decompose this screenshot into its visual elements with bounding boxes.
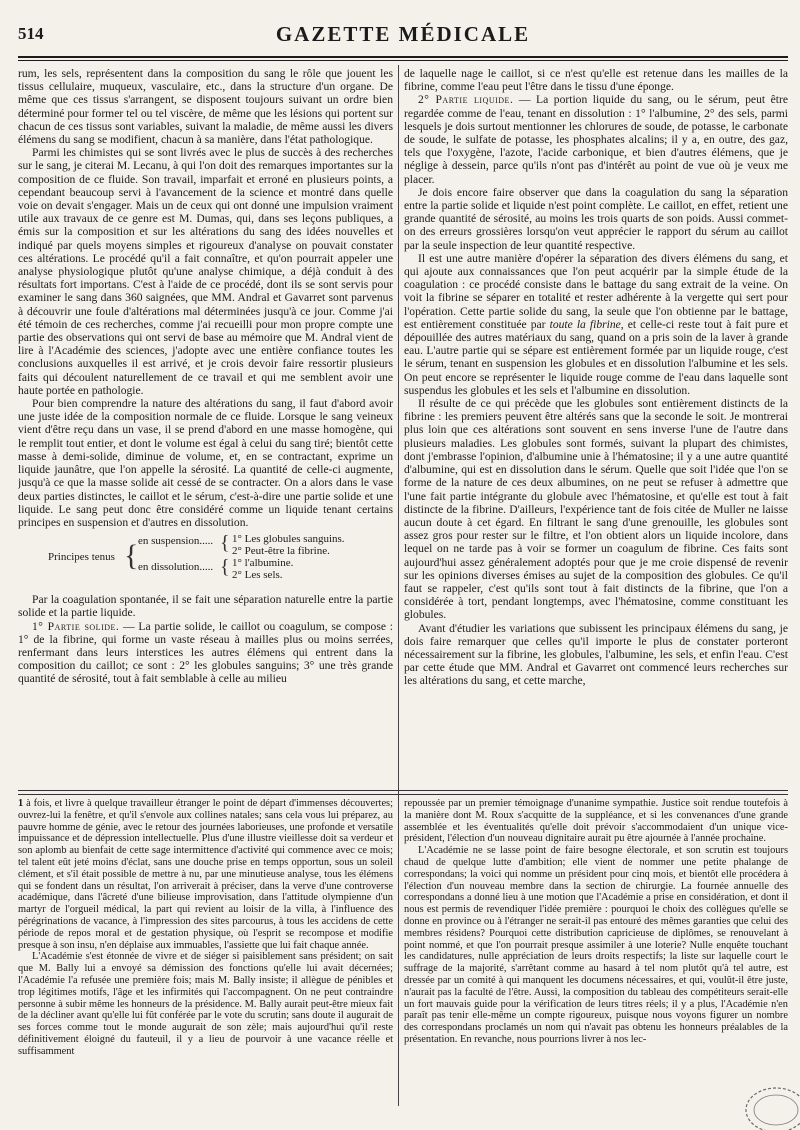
paragraph: L'Académie ne se lasse point de faire besogne électorale, et son scrutin est toujours chaud de quelque lutte d'ambition; elle vient de nommer une petite phalange de correspondans; la voici qui nomme un président pour cinq mois, et bientôt elle procédera à l'élection d'un nouveau membre dans la section de chirurgie. La fournée annuelle des correspondans a donné lieu à une motion que l'Académie a prise en considération, et dont il nous est permis de revendiquer l'idée première : pourquoi le choix des collègues qu'elle se donne en province ou à l'étranger ne serait-il pas entouré des mêmes garanties que celui des membres résidens? Pourquoi cette distribution capricieuse de diplômes, se renouvelant à point nommé, et que l'on pourrait presque assimiler à une loterie? Nulle enquête touchant les candidatures, nulle appréciation de leurs droits respectifs; la liste sur laquelle court le suffrage de la majorité, s'arrêtant comme au hasard à tel nom plutôt qu'à tel autre, est dressée par un comité à qui manquent les documens nécessaires, et qui, voulût-il être juste, n'aurait pas la faculté de l'être. Aussi, la composition du tableau des compétiteurs serait-elle un fort mauvais guide pour la vérification de leurs titres réels; il y a plus, l'Académie n'en paraît pas tenir elle-même un compte rigoureux, puisque nous voyons figurer un nombre des correspondans proclamés un nom qui n'avait pas obtenu les honneurs préalables de la présentation. En revanche, nous pourrions livrer à nos lec-: [404, 845, 788, 1045]
footnote-marker: 1: [18, 798, 24, 809]
paragraph: de laquelle nage le caillot, si ce n'est qu'elle est retenue dans les mailles de la fibrine, comme l'eau peut l'être dans le tissu d'une éponge.: [404, 67, 788, 94]
paragraph: Je dois encore faire observer que dans la coagulation du sang la séparation entre la partie solide et liquide n'est point complète. Le caillot, en effet, retient une grande quantité de sérosité, au moins les trois quarts de son poids. Aussi commet-on des erreurs grossières lorsqu'on veut apprécier le rapport du sérum au caillot par la seule inspection de leur quantité respective.: [404, 185, 788, 252]
table-item: 1° Les globules sanguins.: [232, 533, 345, 546]
section-heading: 2° Partie liquide.: [418, 93, 514, 107]
left-column-feuilleton: [18, 798, 393, 1103]
paragraph: Pour bien comprendre la nature des altérations du sang, il faut d'abord avoir une juste idée de la composition normale de ce fluide. Lorsque le sang veineux vient d'être reçu dans un vase, il se prend d'abord en une masse homogène, qui le remplit tout entier, et dont le volume est égal à celui du sang tiré; bientôt cette masse à demi-solide, diminue de volume, et, en se contractant, exprime un liquide jaunâtre, que l'on appelle la sérosité. La quantité de celle-ci augmente, jusqu'à ce que la masse solide ait cessé de se contracter. On a alors dans le vase deux parties distinctes, le caillot et le sérum, c'est-à-dire une partie solide et une liquide. Le sang peut donc être considéré comme un liquide tenant certains principes en suspension et d'autres en dissolution.: [18, 397, 393, 529]
right-column-feuilleton: [404, 798, 788, 1103]
page-title: GAZETTE MÉDICALE: [275, 22, 531, 46]
page-header: [18, 22, 788, 66]
paragraph: L'Académie s'est étonnée de vivre et de siéger si paisiblement sans président; on sait que M. Bally lui a envoyé sa démission des fonctions qu'elle lui avait décernées; l'Académie l'a refusée une première fois; mais M. Bally insiste; il allègue de pénibles et trop légitimes motifs, l'âge et les infirmités qui l'accompagnent. On ne peut contraindre personne à subir même les honneurs de la présidence. M. Bally aurait peut-être mieux fait de la décliner avant qu'elle lui fût conférée par le vote du scrutin; sans doute il augurait de ses forces comme tout le monde augurait de son zèle; mais aujourd'hui qu'il reste définitivement éloigné du fauteuil, il y a lieu de pourvoir à une vacance réelle et suffisamment: [18, 951, 393, 1057]
brace-glyph: {: [220, 556, 230, 579]
paragraph: Par la coagulation spontanée, il se fait une séparation naturelle entre la partie solide et la partie liquide.: [18, 593, 393, 620]
column-divider-top: [398, 65, 399, 800]
table-category: en dissolution.....: [138, 561, 214, 574]
paragraph-text: — La partie solide, le caillot ou coagulum, se compose : 1° de la fibrine, qui forme un vaste réseau à mailles plus ou moins serrées, renfermant dans leurs interstices les autres élémens qui entrent dans la composition du caillot; ce sont : 2° les globules sanguins; 3° une très grande quantité de sérosité, tout à fait semblable à celle au milieu: [18, 619, 393, 686]
paragraph: rum, les sels, représentent dans la composition du sang le rôle que jouent les tissus cellulaire, muqueux, vasculaire, etc., dans la structure d'un organe. De même que ces tissus s'arrangent, se disposent toujours suivant un ordre bien déterminé pour former tel ou tel viscère, de même que les lésions qui portent sur chacun de ces tissus sont variables, suivant la maladie, de même aussi les divers élémens du sang se modifient, chacun à sa manière, dans l'état pathologique.: [18, 67, 393, 147]
paragraph: [404, 252, 788, 397]
paragraph-text: , et celle-ci reste tout à fait pure et dépouillée des autres matériaux du sang, quand on a pris soin de la laver à grande eau. L'autre partie qui se sépare est entièrement formée par un liquide rouge, c'est le sérum, tenant en suspension les globules et en dissolution l'albumine et les sels. On peut encore se représenter le liquide rouge comme de l'eau dans laquelle sont suspendus les globules et les sels et l'albumine en dissolution.: [404, 317, 788, 397]
left-column-top: [18, 67, 393, 783]
column-divider-bottom: [398, 796, 399, 1106]
paragraph: [404, 93, 788, 185]
paragraph: [18, 620, 393, 686]
table-category: en suspension.....: [138, 535, 214, 548]
section-rule-thin: [18, 794, 788, 795]
blood-principles-table: [48, 533, 393, 585]
paragraph-text: Il est une autre manière d'opérer la séparation des divers élémens du sang, et qui ajoute aux connaissances que l'on peut acquérir par la simple étude de la coagulation : ce procédé consiste dans le battage du sang extrait de la veine. On voit la fibrine se séparer en totalité et rester adhérente à la vergette qui sert pour l'opération. Cette partie solide du sang, la seule que l'on obtienne par le battage, est entièrement constituée par: [404, 251, 788, 331]
italic-text: toute la fibrine: [549, 317, 621, 331]
header-rule-thin: [18, 60, 788, 61]
paragraph: repoussée par un premier témoignage d'unanime sympathie. Justice soit rendue toutefois à la manière dont M. Roux s'acquitte de la suppléance, et si les convenances d'une grande assemblée et les éventualités qu'elle doit prévoir s'accommodaient d'un unique vice-président, l'élection d'un nouveau dignitaire aurait pu être ajournée à l'année prochaine.: [404, 798, 788, 845]
section-rule: [18, 790, 788, 791]
paragraph: Avant d'étudier les variations que subissent les principaux élémens du sang, je dois faire remarquer que celles qu'il importe le plus de constater porteront nécessairement sur la fibrine, les globules, l'albumine, les sels, et enfin l'eau. C'est par cette étude que MM. Andral et Gavarret ont commencé leurs recherches sur les altérations du sang, et cette marche,: [404, 621, 788, 688]
library-stamp: [736, 1074, 800, 1130]
paragraph-text: à fois, et livre à quelque travailleur étranger le point de départ d'immenses découvertes; ouvrez-lui la fenêtre, et qu'il s'envole aux collines natales; sans cela vous lui préparez, au pauvre homme de génie, avec le retour des journées laborieuses, une profonde et versatile impuissance et de dépression intellectuelle. Plus d'une illustre vieillesse doit sa verdeur et son aplomb au bienfait de cette sage intermittence d'activité qui commence avec ce mois; tel talent eût jeté moins d'éclat, sans une douche prise en temps opportun, sous un soleil clément, et s'il était possible de mettre à nu, par une minutieuse analyse, tous les élémens qui se fondent dans un résultat, l'on arriverait à préciser, dans la verve d'une controverse académique, dans l'âcreté d'une bilieuse improvisation, dans l'attitude olympienne d'un martyr de l'orgueil médical, la part qui revient au loisir de la villa, à l'influence des pérégrinations de vacance, à l'impression des sites parcourus, à tous les accidens de cette période de repos moral et de gestation physique, où l'esprit se recompose et modifie presque à son insu, n'en déplaise aux immuables, l'assiette que lui fait chaque année.: [18, 798, 393, 951]
brace-glyph: {: [220, 532, 230, 555]
brace-glyph: {: [124, 539, 139, 573]
table-item: 2° Les sels.: [232, 569, 283, 582]
header-rule: [18, 56, 788, 58]
table-item: 2° Peut-être la fibrine.: [232, 545, 330, 558]
paragraph-text: — La portion liquide du sang, ou le sérum, peut être regardée comme de l'eau, tenant en dissolution : 1° l'albumine, 2° des sels, parmi lesquels je dois surtout mentionner les chlorures de soude, de potasse, le carbonate de soude, le sulfate de potasse, les phosphates alcalins; il y a, en outre, des gaz, tels que l'oxygène, l'azote, l'acide carbonique, et bien d'autres élémens, que je néglige à dessein, parce qu'ils n'ont pas d'intérêt au point de vue où je veux me placer.: [404, 93, 788, 186]
right-column-top: [404, 67, 788, 800]
paragraph: [18, 798, 393, 951]
paragraph: Il résulte de ce qui précède que les globules sont entièrement distincts de la fibrine : les premiers peuvent être altérés sans que la seconde le soit. Je montrerai plus loin que ces altérations sont souvent en sens inverse l'une de l'autre dans plusieurs maladies. Les globules sont formés, suivant la plupart des chimistes, dont j'embrasse l'opinion, d'albumine unie à l'hématosine; il y a une autre quantité d'albumine, qui est en dissolution dans le sérum. Quelle que soit l'idée que l'on se forme de la nature de ces deux albumines, on ne peut se refuser à admettre que l'une fait partie intégrante du globule avec l'hématosine, et qu'elle est tout à fait distincte de la fibrine. D'ailleurs, l'expérience tant de fois citée de Muller ne laisse aucun doute à cet égard. En filtrant le sang d'une grenouille, les globules sont assez gros pour rester sur le filtre, et l'on obtient alors un liquide incolore, dans lequel on ne tarde pas à voir se former un coagulum de fibrine. Ces faits sont aujourd'hui assez généralement adoptés pour que je me croie dispensé de revenir sur les opinions diverses émises au sujet de la composition des globules. Ce qu'il faut se rappeler, c'est qu'ils sont tout à fait distincts de la fibrine, que l'on a considérée à tort, pendant longtemps, avec l'hématosine, comme constituant les globules.: [404, 397, 788, 622]
table-item: 1° l'albumine.: [232, 557, 294, 570]
section-heading: 1° Partie solide.: [32, 619, 120, 633]
table-label: Principes tenus: [48, 551, 115, 564]
paragraph: Parmi les chimistes qui se sont livrés avec le plus de succès à des recherches sur le sang, je citerai M. Lecanu, à qui l'on doit des remarques importantes sur la composition de ce fluide. Son travail, imparfait et erroné en plusieurs points, a cependant beaucoup servi à l'avancement de la science et montré dans quelle voie on devait s'engager. Mais un de ceux qui ont donné une impulsion vraiment utile aux travaux de ce genre est M. Dumas, qui, dans ses leçons publiques, a émis sur la composition et sur les altérations du sang des idées nouvelles et indiqué par quels moyens simples et rigoureux d'analyse on pouvait constater ces altérations. Le procédé qu'il a fait connaître, et qu'on pourrait appeler une analyse physiologique plutôt qu'une analyse chimique, a déjà conduit à des résultats fort importans. C'est à l'aide de ce procédé, dont ils se sont servis pour examiner le sang dans 360 saignées, que MM. Andral et Gavarret sont parvenus à découvrir une foule d'altérations mal déterminées jusqu'à ce jour. Comme j'ai été témoin de ces recherches, comme j'ai recueilli pour mon propre compte une partie des observations qui ont servi de base au mémoire que M. Andral vient de lire à l'Académie des sciences, j'adopte avec une entière confiance toutes les conclusions auxquelles il est arrivé, et je crois devoir faire ressortir plusieurs faits qui découlent naturellement de ce travail et qui me semblent avoir une haute portée en pathologie.: [18, 146, 393, 397]
page-number: 514: [18, 24, 44, 43]
